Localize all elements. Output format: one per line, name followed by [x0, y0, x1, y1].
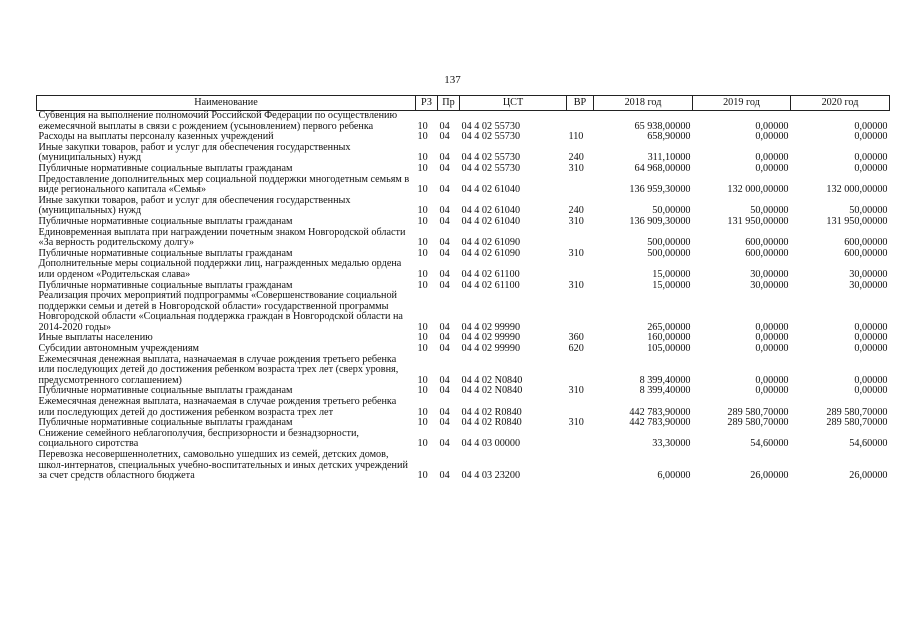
cell-name: Перевозка несовершеннолетних, самовольно ушедших из семей, детских домов, школ-интернатов, специальных учебно-воспитательных и иных детских учреждений за счет средств областного бюджета	[38, 449, 408, 482]
page-number: 137	[444, 74, 461, 86]
cell-cst: 04 4 02 99990	[461, 344, 521, 355]
cell-rz: 10	[417, 470, 428, 482]
cell-name: Снижение семейного неблагополучия, беспризорности и безнадзорности, социального сиротства	[38, 427, 359, 450]
cell-rz: 10	[417, 152, 428, 164]
cell-name: Иные выплаты населению	[38, 332, 153, 344]
cell-rz: 10	[417, 237, 428, 249]
cell-cst: 04 4 02 N0840	[461, 374, 523, 386]
cell-2019: 26,00000	[750, 470, 789, 482]
cell-2018: 65 938,00000	[634, 120, 691, 132]
cell-2019: 0,00000	[755, 321, 789, 333]
cell-rz: 10	[417, 216, 428, 227]
cell-2018: 136 909,30000	[629, 216, 691, 227]
cell-rz: 10	[417, 163, 428, 174]
cell-2018: 8 399,40000	[639, 374, 691, 386]
cell-name: Публичные нормативные социальные выплаты гражданам	[38, 162, 293, 174]
cell-cst: 04 4 02 55730	[461, 120, 521, 132]
cell-cst: 04 4 02 61040	[461, 216, 521, 227]
cell-rz: 10	[417, 268, 428, 280]
cell-2019: 0,00000	[755, 120, 789, 132]
cell-name: Иные закупки товаров, работ и услуг для обеспечения государственных (муниципальных) нужд	[38, 194, 351, 217]
cell-2018: 658,90000	[647, 132, 691, 143]
cell-2019: 289 580,70000	[727, 418, 789, 429]
cell-2020: 30,00000	[849, 280, 888, 291]
cell-2019: 0,00000	[755, 132, 789, 143]
cell-pr: 04	[439, 248, 450, 259]
cell-vr: 110	[568, 132, 584, 143]
cell-2018: 500,00000	[647, 237, 691, 249]
cell-pr: 04	[439, 120, 450, 132]
cell-rz: 10	[417, 321, 428, 333]
cell-vr: 310	[568, 216, 584, 227]
cell-2018: 442 783,90000	[629, 406, 691, 418]
cell-rz: 10	[417, 205, 428, 217]
cell-name: Субвенция на выполнение полномочий Российской Федерации по осуществлению ежемесячной выплаты в связи с рождением (усыновлением) первого ребенка	[38, 110, 398, 132]
cell-pr: 04	[439, 344, 450, 355]
table-row	[37, 397, 890, 418]
cell-rz: 10	[417, 248, 428, 259]
cell-vr	[567, 228, 594, 249]
cell-2018: 105,00000	[647, 344, 691, 355]
cell-name: Субсидии автономным учреждениям	[38, 343, 199, 355]
cell-2019: 0,00000	[755, 152, 789, 164]
cell-name: Единовременная выплата при награждении почетным знаком Новгородской области «За верность родительскому долгу»	[38, 226, 406, 249]
cell-pr: 04	[439, 268, 450, 280]
cell-rz: 10	[417, 132, 428, 143]
table-row	[37, 111, 890, 133]
cell-2020: 0,00000	[854, 163, 888, 174]
cell-2018: 50,00000	[652, 205, 691, 217]
cell-2019: 0,00000	[755, 386, 789, 397]
cell-2018: 64 968,00000	[634, 163, 691, 174]
cell-pr: 04	[439, 418, 450, 429]
cell-pr: 04	[439, 374, 450, 386]
cell-2020: 0,00000	[854, 321, 888, 333]
cell-2019: 0,00000	[755, 163, 789, 174]
header-cst: ЦСТ	[460, 96, 567, 111]
cell-2020: 0,00000	[854, 344, 888, 355]
cell-2019: 132 000,00000	[727, 184, 789, 196]
table-row	[37, 164, 890, 175]
cell-name: Реализация прочих мероприятий подпрограммы «Совершенствование социальной поддержки семьи и детей в Новгородской области» государственной программы Новгородской области «Социальная поддержка граждан в Новгородской области на 2014-2020 годы»	[38, 290, 403, 333]
cell-name: Публичные нормативные социальные выплаты гражданам	[38, 385, 293, 397]
cell-2018: 500,00000	[647, 248, 691, 259]
cell-2019: 0,00000	[755, 374, 789, 386]
table-row	[37, 291, 890, 333]
cell-cst: 04 4 03 00000	[461, 438, 521, 450]
cell-vr: 310	[568, 163, 584, 174]
cell-2019: 30,00000	[750, 280, 789, 291]
cell-pr: 04	[439, 132, 450, 143]
cell-2020: 289 580,70000	[826, 406, 888, 418]
cell-rz: 10	[417, 333, 428, 344]
cell-cst: 04 4 03 23200	[461, 470, 521, 482]
cell-2020: 132 000,00000	[826, 184, 888, 196]
cell-rz: 10	[417, 406, 428, 418]
cell-cst: 04 4 02 55730	[461, 152, 521, 164]
cell-pr: 04	[439, 184, 450, 196]
cell-2018: 33,30000	[652, 438, 691, 450]
cell-vr	[567, 429, 594, 450]
cell-2020: 0,00000	[854, 152, 888, 164]
cell-2020: 26,00000	[849, 470, 888, 482]
cell-pr: 04	[439, 205, 450, 217]
cell-pr: 04	[439, 321, 450, 333]
cell-cst: 04 4 02 N0840	[461, 386, 523, 397]
cell-vr	[567, 111, 594, 133]
cell-2020: 50,00000	[849, 205, 888, 217]
header-2018: 2018 год	[594, 96, 693, 111]
cell-cst: 04 4 02 99990	[461, 333, 521, 344]
cell-2019: 289 580,70000	[727, 406, 789, 418]
cell-name: Расходы на выплаты персоналу казенных учреждений	[38, 131, 274, 143]
cell-2018: 6,00000	[657, 470, 691, 482]
cell-cst: 04 4 02 55730	[461, 132, 521, 143]
table-row	[37, 175, 890, 196]
table-header	[37, 96, 890, 111]
cell-rz: 10	[417, 344, 428, 355]
cell-cst: 04 4 02 61100	[461, 280, 520, 291]
cell-vr	[567, 355, 594, 387]
cell-2019: 131 950,00000	[727, 216, 789, 227]
cell-vr: 310	[568, 386, 584, 397]
cell-cst: 04 4 02 61090	[461, 248, 521, 259]
header-vr: ВР	[567, 96, 594, 111]
header-name: Наименование	[37, 96, 416, 111]
cell-2019: 50,00000	[750, 205, 789, 217]
table-row	[37, 228, 890, 249]
cell-pr: 04	[439, 152, 450, 164]
cell-name: Публичные нормативные социальные выплаты гражданам	[38, 279, 293, 291]
cell-pr: 04	[439, 237, 450, 249]
cell-pr: 04	[439, 386, 450, 397]
cell-2018: 15,00000	[652, 268, 691, 280]
cell-vr: 310	[568, 418, 584, 429]
header-2019: 2019 год	[693, 96, 791, 111]
header-pr: Пр	[438, 96, 460, 111]
cell-pr: 04	[439, 333, 450, 344]
cell-2020: 600,00000	[844, 248, 888, 259]
cell-rz: 10	[417, 120, 428, 132]
budget-table	[36, 95, 890, 482]
cell-name: Публичные нормативные социальные выплаты гражданам	[38, 247, 293, 259]
cell-name: Ежемесячная денежная выплата, назначаемая в случае рождения третьего ребенка или последующих детей до достижения ребенком возраста трех лет (сверх уровня, предусмотренного соглашением)	[38, 353, 399, 386]
cell-cst: 04 4 02 R0840	[461, 406, 522, 418]
cell-vr	[567, 259, 594, 280]
cell-2019: 54,60000	[750, 438, 789, 450]
cell-name: Дополнительные меры социальной поддержки лиц, награжденных медалью ордена или орденом «Родительская слава»	[38, 258, 402, 280]
cell-rz: 10	[417, 184, 428, 196]
cell-vr: 240	[568, 152, 584, 164]
cell-rz: 10	[417, 386, 428, 397]
cell-2018: 265,00000	[647, 321, 691, 333]
cell-2018: 136 959,30000	[629, 184, 691, 196]
table-row	[37, 196, 890, 217]
cell-2020: 600,00000	[844, 237, 888, 249]
cell-vr: 310	[568, 248, 584, 259]
cell-name: Ежемесячная денежная выплата, назначаемая в случае рождения третьего ребенка или последующих детей до достижения ребенком возраста трех лет	[38, 396, 397, 418]
cell-vr: 240	[568, 205, 584, 217]
cell-2019: 600,00000	[745, 237, 789, 249]
cell-cst: 04 4 02 99990	[461, 321, 521, 333]
cell-name: Публичные нормативные социальные выплаты гражданам	[38, 417, 293, 429]
table-row	[37, 429, 890, 450]
cell-vr: 310	[568, 280, 584, 291]
cell-cst: 04 4 02 61040	[461, 205, 521, 217]
cell-name: Публичные нормативные социальные выплаты гражданам	[38, 215, 293, 227]
cell-vr	[567, 291, 594, 333]
cell-2020: 54,60000	[849, 438, 888, 450]
cell-cst: 04 4 02 55730	[461, 163, 521, 174]
cell-2020: 131 950,00000	[826, 216, 888, 227]
cell-rz: 10	[417, 438, 428, 450]
cell-rz: 10	[417, 418, 428, 429]
cell-2020: 30,00000	[849, 268, 888, 280]
cell-2020: 0,00000	[854, 120, 888, 132]
cell-vr	[567, 175, 594, 196]
header-2020: 2020 год	[791, 96, 890, 111]
table-row	[37, 259, 890, 280]
cell-pr: 04	[439, 470, 450, 482]
table-row	[37, 355, 890, 387]
cell-pr: 04	[439, 163, 450, 174]
cell-2018: 442 783,90000	[629, 418, 691, 429]
cell-2019: 30,00000	[750, 268, 789, 280]
cell-vr	[567, 450, 594, 482]
cell-vr	[567, 397, 594, 418]
cell-pr: 04	[439, 216, 450, 227]
cell-name: Иные закупки товаров, работ и услуг для обеспечения государственных (муниципальных) нужд	[38, 141, 351, 164]
cell-2020: 289 580,70000	[826, 418, 888, 429]
cell-pr: 04	[439, 280, 450, 291]
cell-cst: 04 4 02 61090	[461, 237, 521, 249]
cell-2018: 160,00000	[647, 333, 691, 344]
cell-2020: 0,00000	[854, 132, 888, 143]
table-row	[37, 143, 890, 164]
cell-2020: 0,00000	[854, 386, 888, 397]
header-rz: РЗ	[416, 96, 438, 111]
cell-cst: 04 4 02 R0840	[461, 418, 522, 429]
table-row	[37, 450, 890, 482]
cell-pr: 04	[439, 406, 450, 418]
cell-cst: 04 4 02 61100	[461, 268, 520, 280]
cell-cst: 04 4 02 61040	[461, 184, 521, 196]
cell-vr: 360	[568, 333, 584, 344]
cell-2020: 0,00000	[854, 374, 888, 386]
table-row	[37, 217, 890, 228]
cell-pr: 04	[439, 438, 450, 450]
cell-2019: 0,00000	[755, 333, 789, 344]
cell-rz: 10	[417, 374, 428, 386]
cell-rz: 10	[417, 280, 428, 291]
cell-2018: 8 399,40000	[639, 386, 691, 397]
cell-2018: 15,00000	[652, 280, 691, 291]
cell-2018: 311,10000	[647, 152, 691, 164]
cell-2019: 0,00000	[755, 344, 789, 355]
cell-2020: 0,00000	[854, 333, 888, 344]
cell-2019: 600,00000	[745, 248, 789, 259]
cell-vr: 620	[568, 344, 584, 355]
cell-name: Предоставление дополнительных мер социальной поддержки многодетным семьям в виде регионального капитала «Семья»	[38, 173, 410, 196]
